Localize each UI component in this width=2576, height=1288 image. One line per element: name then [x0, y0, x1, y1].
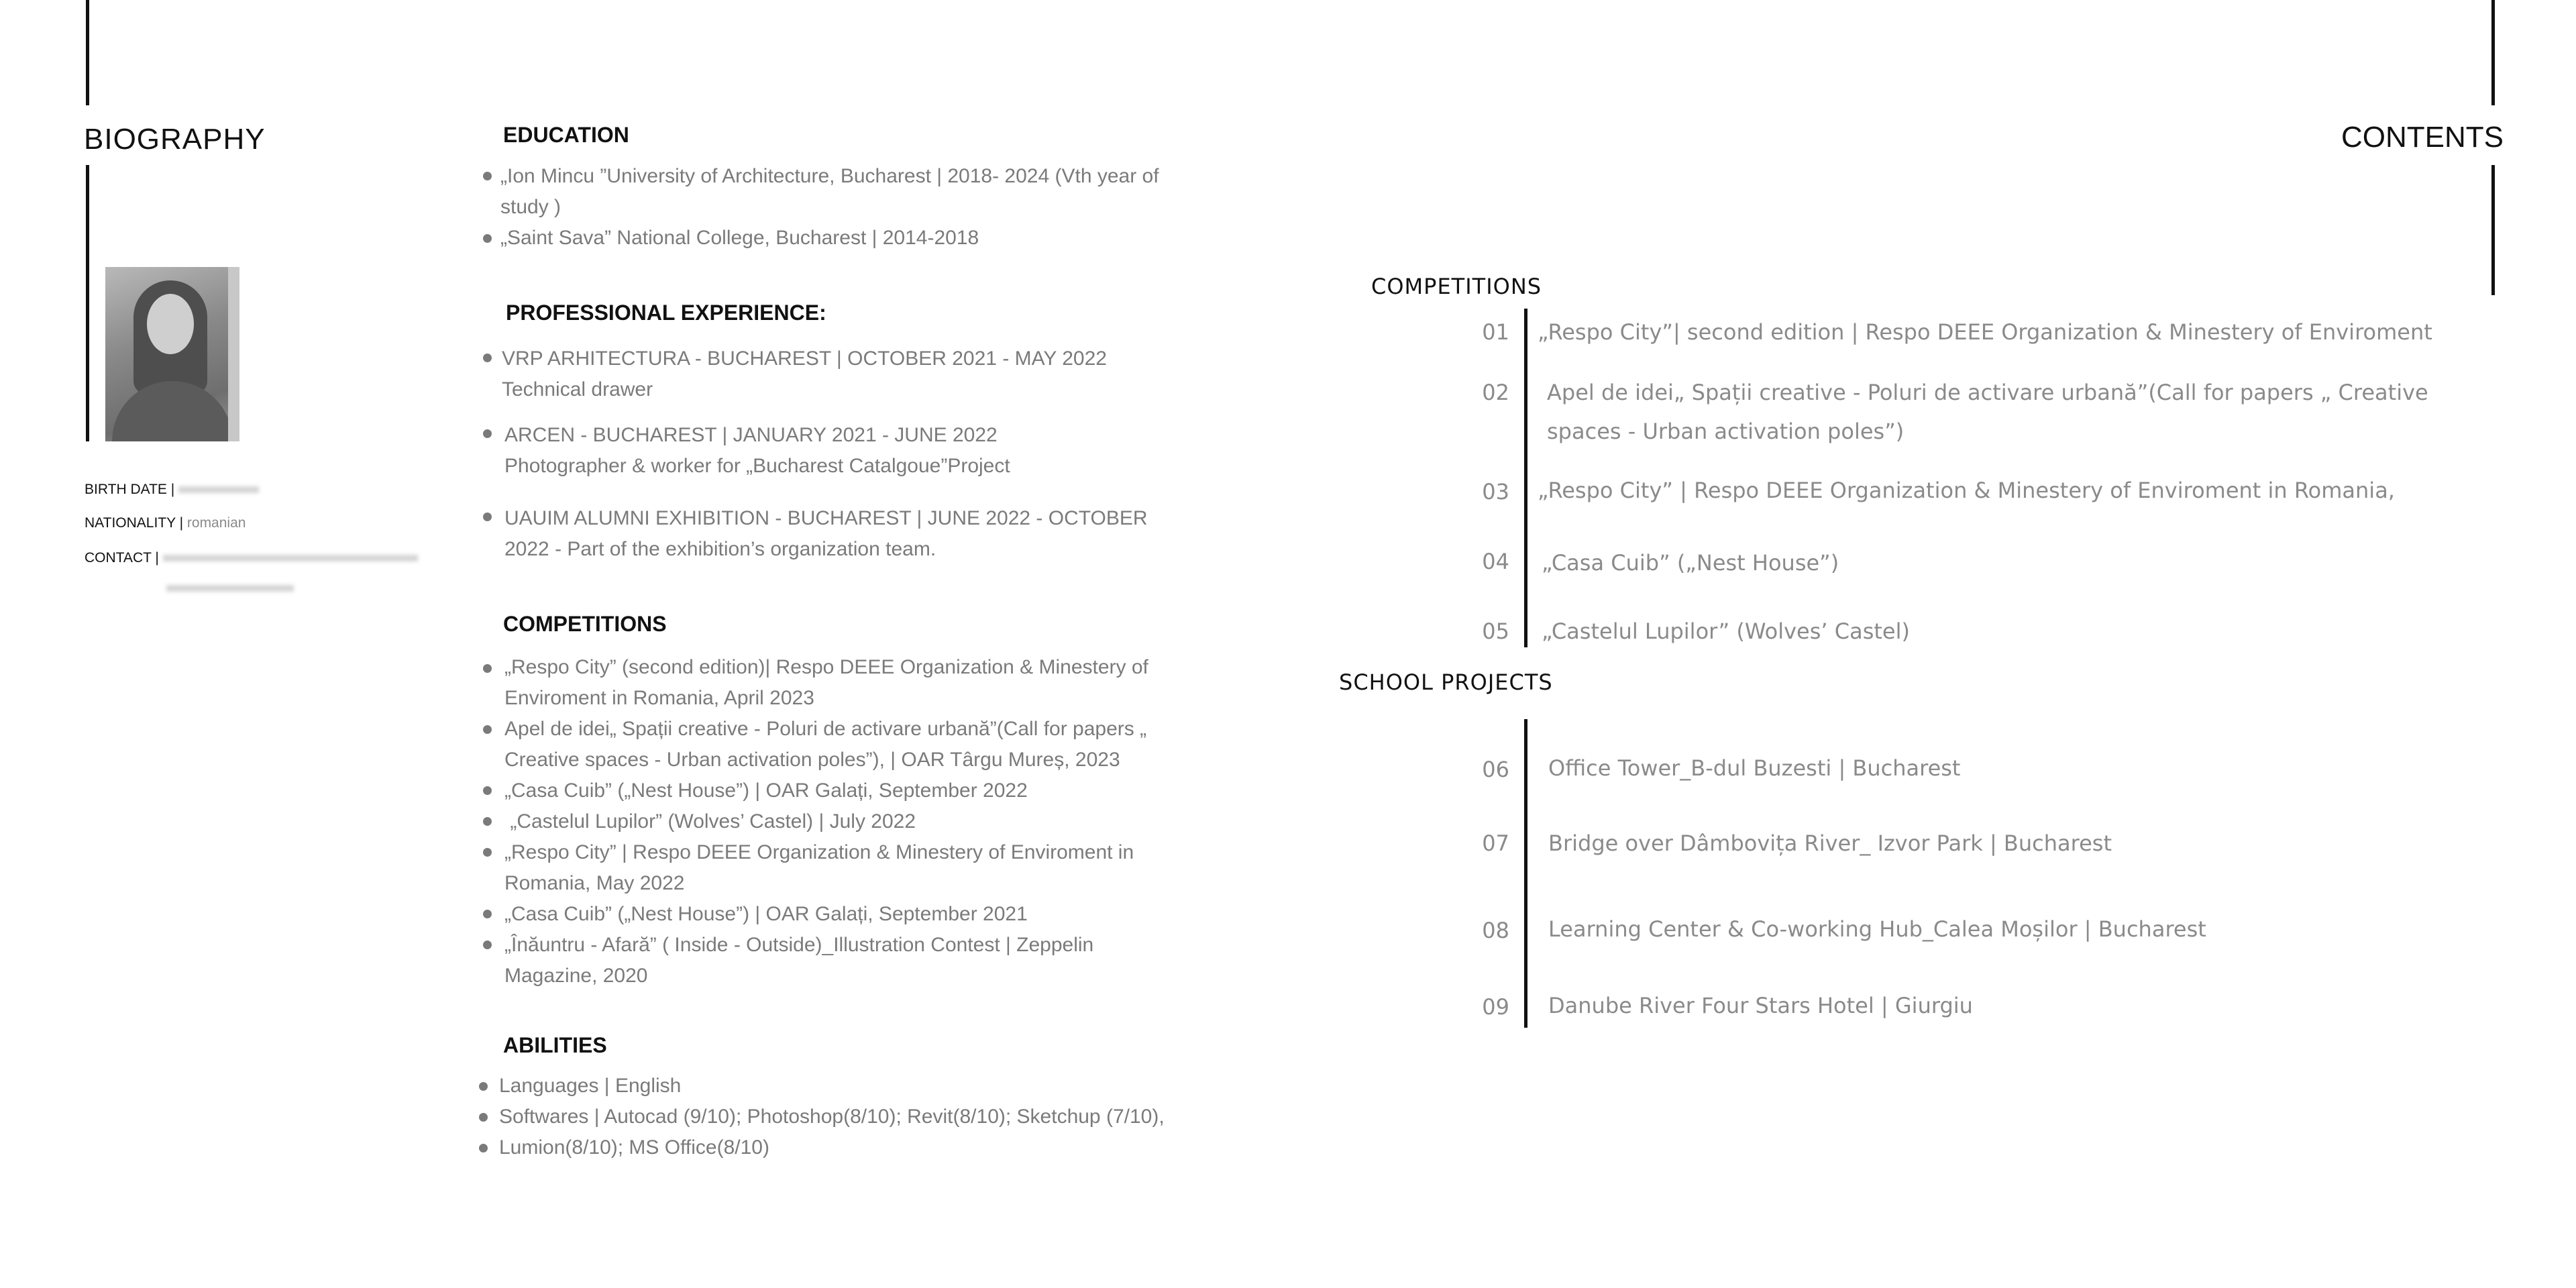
competition-line-9: „Casa Cuib” („Nest House”) | OAR Galați, September 2021 — [504, 903, 1028, 925]
competition-bullet-1 — [483, 664, 492, 673]
birth-date-row — [85, 482, 259, 498]
contact-row — [85, 550, 418, 566]
ability-line-1: Languages | English — [499, 1075, 682, 1097]
right-contents-rule — [2491, 165, 2495, 295]
right-top-rule — [2491, 0, 2495, 105]
education-item-1: „Ion Mincu ”University of Architecture, Bucharest | 2018- 2024 (Vth year of — [500, 165, 1159, 187]
competition-line-11: Magazine, 2020 — [504, 965, 648, 987]
competition-line-2: Enviroment in Romania, April 2023 — [504, 687, 814, 709]
ability-line-2: Softwares | Autocad (9/10); Photoshop(8/10); Revit(8/10); Sketchup (7/10), — [499, 1106, 1165, 1128]
contents-item-04: „Casa Cuib” („Nest House”) — [1542, 550, 1839, 576]
competition-line-1: „Respo City” (second edition)| Respo DEEE Organization & Minestery of — [504, 656, 1148, 678]
ability-bullet-1 — [479, 1082, 488, 1091]
education-title: EDUCATION — [503, 123, 629, 147]
contents-num-07: 07 — [1482, 830, 1509, 856]
experience-bullet-2 — [483, 429, 492, 438]
nationality-row — [85, 515, 246, 531]
nationality-label: NATIONALITY | — [85, 515, 184, 531]
contents-item-05: „Castelul Lupilor” (Wolves’ Castel) — [1542, 619, 1910, 644]
competition-line-6: „Castelul Lupilor” (Wolves’ Castel) | July 2022 — [504, 810, 916, 833]
competitions-index-rule — [1524, 309, 1527, 647]
contents-school-projects-title: SCHOOL PROJECTS — [1339, 669, 1553, 695]
contents-num-09: 09 — [1482, 994, 1509, 1020]
experience-item-3-line2: 2022 - Part of the exhibition’s organization team. — [504, 538, 936, 560]
ability-line-3: Lumion(8/10); MS Office(8/10) — [499, 1136, 769, 1159]
contents-item-07: Bridge over Dâmbovița River_ Izvor Park | Bucharest — [1548, 830, 2112, 856]
contents-num-01: 01 — [1482, 319, 1509, 345]
school-index-rule — [1524, 719, 1527, 1028]
birth-date-label: BIRTH DATE | — [85, 482, 175, 497]
experience-bullet-1 — [483, 354, 492, 362]
contents-item-06: Office Tower_B-dul Buzesti | Bucharest — [1548, 755, 1961, 781]
experience-title: PROFESSIONAL EXPERIENCE: — [506, 301, 826, 325]
contents-item-09: Danube River Four Stars Hotel | Giurgiu — [1548, 993, 1973, 1018]
nationality-value: romanian — [186, 515, 246, 531]
competition-bullet-5 — [483, 848, 492, 857]
experience-item-1-line1: VRP ARHITECTURA - BUCHAREST | OCTOBER 2021 - MAY 2022 — [502, 347, 1107, 370]
ability-bullet-3 — [479, 1144, 488, 1152]
contents-item-08: Learning Center & Co-working Hub_Calea Moșilor | Bucharest — [1548, 916, 2206, 942]
competition-line-5: „Casa Cuib” („Nest House”) | OAR Galați, September 2022 — [504, 780, 1028, 802]
redacted-contact — [163, 555, 418, 561]
ability-bullet-2 — [479, 1113, 488, 1122]
experience-bullet-3 — [483, 513, 492, 521]
competition-line-10: „Înăuntru - Afară” ( Inside - Outside)_Illustration Contest | Zeppelin — [504, 934, 1094, 956]
competition-line-4: Creative spaces - Urban activation poles”), | OAR Târgu Mureș, 2023 — [504, 749, 1120, 771]
profile-photo — [105, 267, 239, 441]
competition-line-7: „Respo City” | Respo DEEE Organization & Minestery of Enviroment in — [504, 841, 1134, 863]
education-item-1-cont: study ) — [500, 196, 561, 218]
competitions-cv-title: COMPETITIONS — [503, 612, 667, 636]
competition-line-3: Apel de idei„ Spații creative - Poluri de activare urbană”(Call for papers „ — [504, 718, 1147, 740]
contents-competitions-title: COMPETITIONS — [1371, 274, 1542, 299]
competition-bullet-6 — [483, 910, 492, 918]
contents-num-05: 05 — [1482, 619, 1509, 644]
competition-bullet-2 — [483, 725, 492, 734]
abilities-title: ABILITIES — [503, 1033, 607, 1057]
redacted-contact-line-2 — [166, 582, 294, 594]
contents-item-03: „Respo City” | Respo DEEE Organization & Minestery of Enviroment in Romania, — [1538, 478, 2395, 503]
left-bio-rule — [86, 165, 89, 441]
competition-line-8: Romania, May 2022 — [504, 872, 685, 894]
contents-title: CONTENTS — [2341, 121, 2504, 154]
photo-edge-strip — [228, 267, 239, 441]
education-item-2: „Saint Sava” National College, Bucharest | 2014-2018 — [500, 227, 979, 249]
experience-item-2-line1: ARCEN - BUCHAREST | JANUARY 2021 - JUNE 2022 — [504, 424, 998, 446]
contents-item-01: „Respo City”| second edition | Respo DEEE Organization & Minestery of Enviroment — [1538, 319, 2432, 345]
redacted-birth-date — [178, 486, 259, 493]
competition-bullet-3 — [483, 786, 492, 795]
contents-item-02-cont: spaces - Urban activation poles”) — [1547, 419, 1904, 444]
experience-item-2-line2: Photographer & worker for „Bucharest Catalgoue”Project — [504, 455, 1010, 477]
education-bullet-1 — [483, 172, 492, 180]
contents-num-08: 08 — [1482, 918, 1509, 943]
contact-label: CONTACT | — [85, 550, 159, 566]
competition-bullet-7 — [483, 941, 492, 949]
contents-num-06: 06 — [1482, 757, 1509, 782]
contents-num-04: 04 — [1482, 549, 1509, 574]
experience-item-3-line1: UAUIM ALUMNI EXHIBITION - BUCHAREST | JUNE 2022 - OCTOBER — [504, 507, 1148, 529]
education-bullet-2 — [483, 234, 492, 243]
biography-title: BIOGRAPHY — [84, 123, 266, 156]
contents-num-03: 03 — [1482, 479, 1509, 504]
experience-item-1-line2: Technical drawer — [502, 378, 653, 400]
competition-bullet-4 — [483, 817, 492, 826]
contents-num-02: 02 — [1482, 380, 1509, 405]
contents-item-02: Apel de idei„ Spații creative - Poluri de activare urbană”(Call for papers „ Creative — [1547, 380, 2428, 405]
left-top-rule — [86, 0, 89, 105]
